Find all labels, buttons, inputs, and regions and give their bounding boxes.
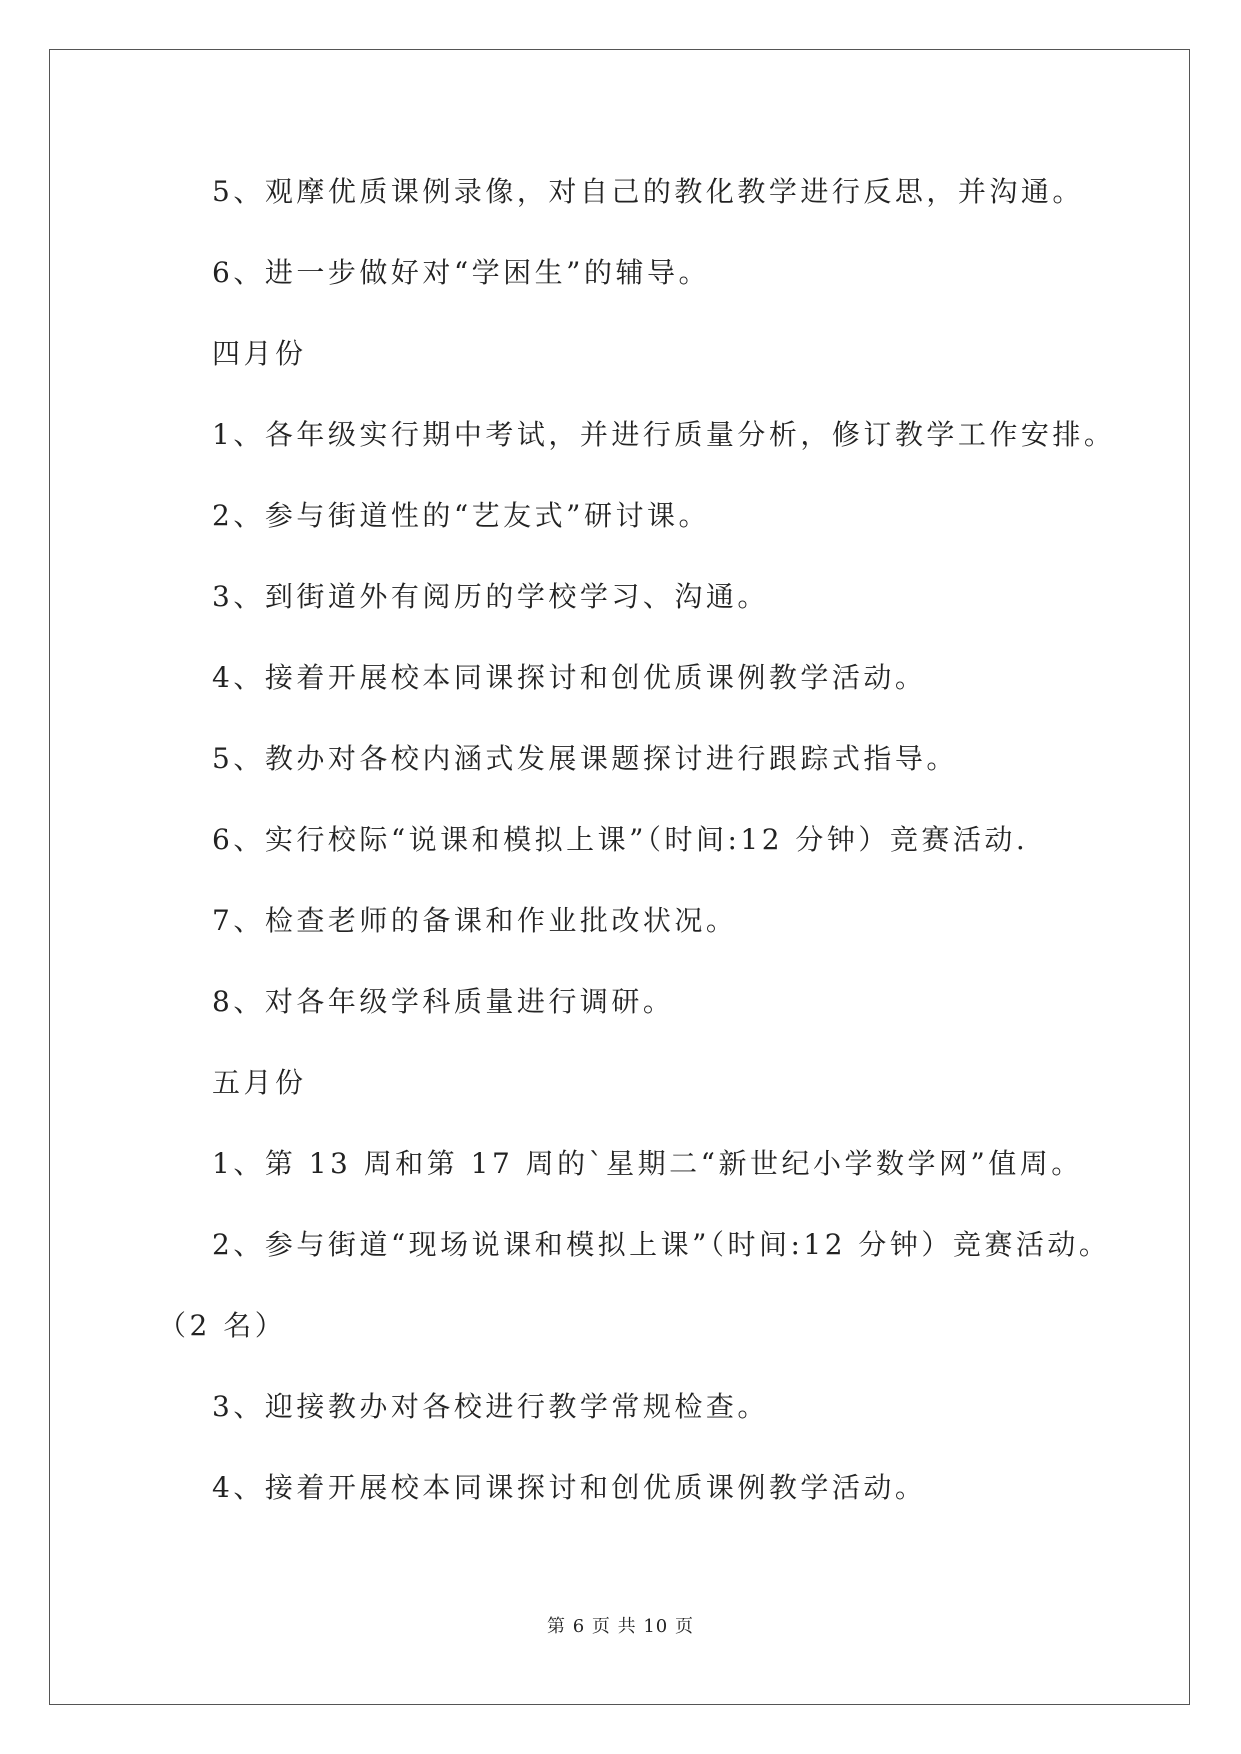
paragraph-line: 7、检查老师的备课和作业批改状况。 xyxy=(212,904,738,937)
paragraph-line: 1、第 13 周和第 17 周的`星期二“新世纪小学数学网”值周。 xyxy=(212,1147,1083,1180)
paragraph-line: 4、接着开展校本同课探讨和创优质课例教学活动。 xyxy=(212,661,927,694)
section-heading-may: 五月份 xyxy=(212,1066,307,1099)
paragraph-line: 4、接着开展校本同课探讨和创优质课例教学活动。 xyxy=(212,1471,927,1504)
paragraph-line: 6、实行校际“说课和模拟上课”（时间:12 分钟）竞赛活动. xyxy=(212,823,1029,856)
paragraph-line: 3、到街道外有阅历的学校学习、沟通。 xyxy=(212,580,769,613)
paragraph-line: 2、参与街道“现场说课和模拟上课”（时间:12 分钟）竞赛活动。 xyxy=(212,1228,1111,1261)
paragraph-line: 2、参与街道性的“艺友式”研讨课。 xyxy=(212,499,710,532)
paragraph-line: 3、迎接教办对各校进行教学常规检查。 xyxy=(212,1390,769,1423)
paragraph-line: 5、教办对各校内涵式发展课题探讨进行跟踪式指导。 xyxy=(212,742,958,775)
page-number-footer: 第 6 页 共 10 页 xyxy=(547,1616,694,1637)
paragraph-line: 8、对各年级学科质量进行调研。 xyxy=(212,985,675,1018)
paragraph-line: 1、各年级实行期中考试，并进行质量分析，修订教学工作安排。 xyxy=(212,418,1116,451)
paragraph-line: 6、进一步做好对“学困生”的辅导。 xyxy=(212,256,710,289)
paragraph-line: 5、观摩优质课例录像，对自己的教化教学进行反思，并沟通。 xyxy=(212,175,1084,208)
section-heading-april: 四月份 xyxy=(212,337,307,370)
paragraph-continuation: （2 名） xyxy=(158,1309,287,1342)
page-border xyxy=(49,49,1190,1705)
